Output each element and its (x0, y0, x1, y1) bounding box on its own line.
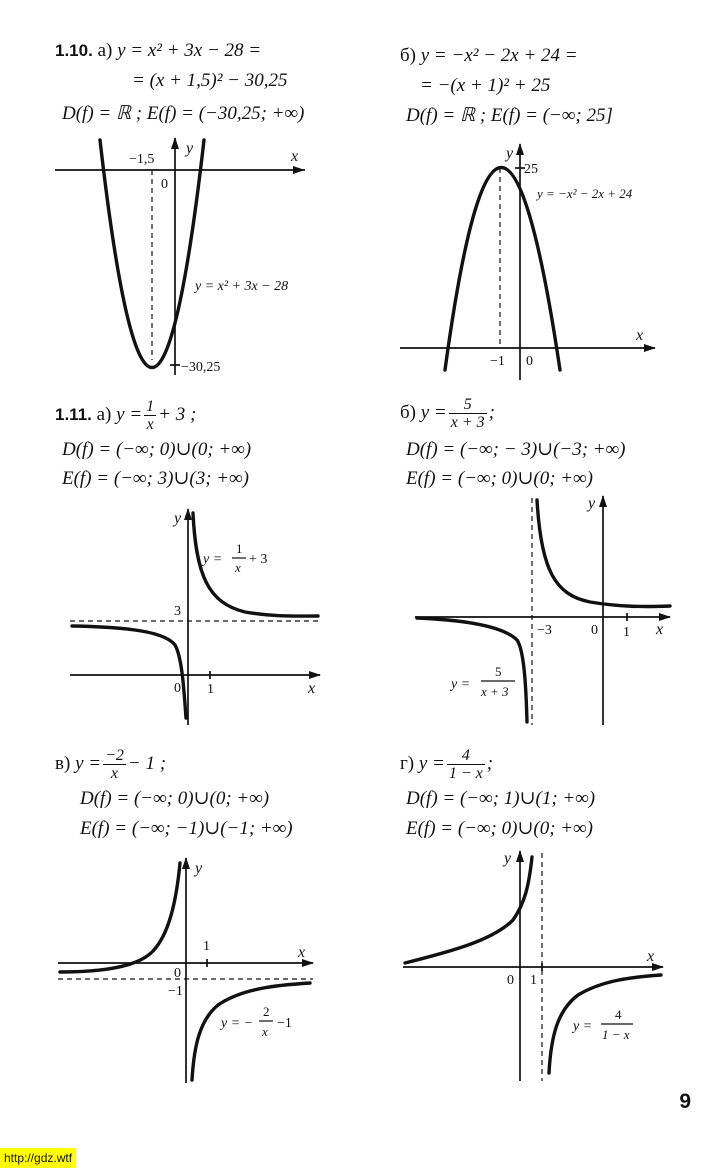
svg-text:4: 4 (615, 1007, 622, 1022)
svg-text:y =: y = (203, 552, 223, 567)
graph-1-11-c (58, 855, 318, 1085)
y-axis-label: y (195, 860, 203, 877)
graph-1-11-b (415, 490, 675, 730)
problem-1-10-a-line1: 1.10. а) y = x² + 3x − 28 = (55, 40, 262, 61)
hyperbola-left-branch (72, 626, 186, 718)
hyperbola-right-branch (192, 983, 310, 1080)
origin-label: 0 (526, 354, 533, 369)
graph-1-10-a (55, 135, 315, 380)
x-axis-label: x (298, 944, 306, 961)
y-arrow-icon (599, 495, 607, 507)
vertex-y-label: 25 (524, 162, 538, 177)
x-arrow-icon (644, 344, 656, 352)
x-arrow-icon (293, 166, 305, 174)
x-axis-label: x (291, 148, 299, 165)
watermark-link[interactable]: http://gdz.wtf (0, 1148, 76, 1168)
y-arrow-icon (516, 850, 524, 862)
problem-1-10-b-line1: б) y = −x² − 2x + 24 = (400, 45, 578, 66)
tick-label: 1 (530, 973, 537, 988)
curve-label (449, 664, 515, 699)
problem-1-11-b-domain: D(f) = (−∞; − 3)∪(−3; +∞) (406, 439, 626, 460)
origin-label: 0 (507, 973, 514, 988)
svg-text:2: 2 (263, 1004, 270, 1019)
svg-text:x: x (235, 560, 241, 575)
svg-text:y =: y = (573, 1019, 593, 1034)
problem-1-10-b-domain-range: D(f) = ℝ ; E(f) = (−∞; 25] (406, 105, 613, 126)
page-number: 9 (679, 1090, 691, 1113)
tick-label: 1 (623, 625, 630, 640)
y-axis-label: y (506, 145, 514, 162)
x-axis-label: x (636, 327, 644, 344)
problem-1-11-b-formula: б) y = $\frac{5}{x + 3}$ ; (400, 396, 495, 431)
hyperbola-left-branch (405, 857, 532, 963)
y-axis-label: y (186, 140, 194, 157)
svg-text:y = −: y = − (221, 1016, 254, 1031)
problem-1-10-b-line2: = −(x + 1)² + 25 (420, 75, 551, 96)
asymptote-label: −3 (537, 623, 552, 638)
y-arrow-icon (184, 508, 192, 520)
svg-text:−1: −1 (277, 1016, 292, 1031)
vertex-x-label: −1 (490, 354, 505, 369)
origin-label: 0 (161, 177, 168, 192)
y-axis-label: y (588, 495, 596, 512)
curve-label: y = x² + 3x − 28 (195, 279, 289, 294)
fraction: $\frac{1}{x}$ (146, 398, 155, 433)
problem-number: 1.10. (55, 41, 93, 60)
graph-1-11-a (70, 505, 325, 730)
x-arrow-icon (309, 671, 321, 679)
curve-label: y = −x² − 2x + 24 (537, 186, 633, 201)
tick-label: 1 (203, 939, 210, 954)
problem-1-11-a-range: E(f) = (−∞; 3)∪(3; +∞) (62, 468, 249, 489)
svg-text:+ 3: + 3 (249, 552, 268, 567)
problem-1-10-a-line2: = (x + 1,5)² − 30,25 (132, 70, 288, 91)
y-arrow-icon (516, 143, 524, 155)
problem-1-11-c-range: E(f) = (−∞; −1)∪(−1; +∞) (80, 818, 293, 839)
origin-label: 0 (174, 966, 181, 981)
x-axis-label: x (647, 948, 655, 965)
y-arrow-icon (182, 857, 190, 869)
tick-label: 1 (207, 682, 214, 697)
vertex-x-label: −1,5 (129, 152, 155, 167)
svg-text:5: 5 (495, 664, 502, 679)
curve-label (219, 1004, 292, 1039)
curve-label (571, 1007, 633, 1042)
y-axis-label: y (174, 510, 182, 527)
x-arrow-icon (659, 613, 671, 621)
vertex-y-label: −30,25 (181, 360, 221, 375)
problem-1-11-d-domain: D(f) = (−∞; 1)∪(1; +∞) (406, 788, 596, 809)
asymptote-label: −1 (168, 984, 183, 999)
origin-label: 0 (591, 623, 598, 638)
hyperbola-left-branch (60, 863, 180, 972)
x-axis-label: x (656, 621, 664, 638)
graph-1-10-b (400, 140, 660, 385)
problem-1-11-b-range: E(f) = (−∞; 0)∪(0; +∞) (406, 468, 593, 489)
problem-1-11-a-formula: 1.11. а) y = $\frac{1}{x}$ + 3 ; (55, 398, 197, 433)
svg-text:y =: y = (451, 677, 471, 692)
problem-1-11-c-formula: в) y = $\frac{-2}{x}$ − 1 ; (55, 747, 167, 782)
y-axis-label: y (504, 850, 512, 867)
problem-number: 1.11. (55, 404, 92, 424)
graph-1-11-d (403, 845, 668, 1085)
fraction: $\frac{-2}{x}$ (105, 747, 124, 782)
origin-label: 0 (174, 681, 181, 696)
problem-1-11-d-formula: г) y = $\frac{4}{1 - x}$ ; (400, 747, 494, 782)
problem-1-11-c-domain: D(f) = (−∞; 0)∪(0; +∞) (80, 788, 270, 809)
problem-1-10-a-domain-range: D(f) = ℝ ; E(f) = (−30,25; +∞) (62, 103, 305, 124)
problem-1-11-a-domain: D(f) = (−∞; 0)∪(0; +∞) (62, 439, 252, 460)
hyperbola-left-branch (417, 618, 527, 722)
problem-1-11-d-range: E(f) = (−∞; 0)∪(0; +∞) (406, 818, 593, 839)
svg-text:1 − x: 1 − x (602, 1027, 630, 1042)
fraction: $\frac{4}{1 - x}$ (448, 747, 483, 782)
y-arrow-icon (171, 137, 179, 149)
svg-text:x + 3: x + 3 (481, 684, 509, 699)
svg-text:1: 1 (236, 541, 243, 556)
fraction: $\frac{5}{x + 3}$ (450, 396, 485, 431)
curve-label (201, 541, 267, 575)
x-axis-label: x (308, 680, 316, 697)
svg-text:x: x (262, 1024, 268, 1039)
asymptote-label: 3 (174, 604, 181, 619)
